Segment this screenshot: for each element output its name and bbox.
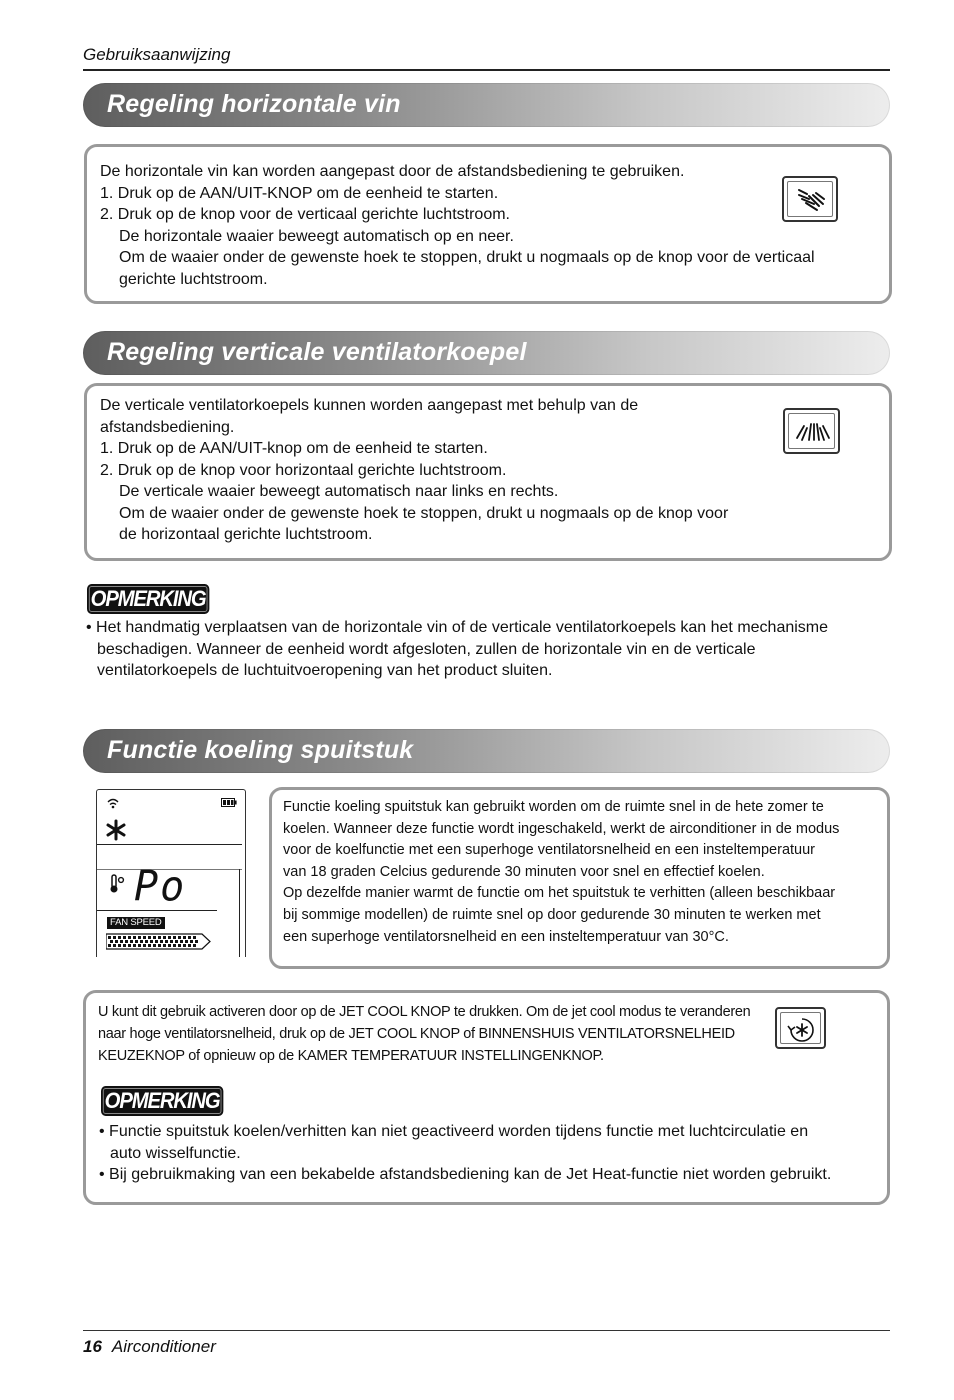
text-line: Functie koeling spuitstuk kan gebruikt worden om de ruimte snel in de hete zomer te — [283, 799, 824, 815]
section-banner-jetcool — [83, 729, 890, 773]
text-line: 1. Druk op de AAN/UIT-knop om de eenheid te starten. — [100, 440, 488, 457]
lcd-divider — [97, 844, 242, 845]
lcd-mode-readout: Po — [134, 862, 187, 912]
footer-label: Airconditioner — [111, 1337, 216, 1356]
lcd-divider — [97, 910, 217, 911]
section-title: Regeling verticale ventilatorkoepel — [107, 338, 527, 366]
text-line: 2. Druk op de knop voor de verticaal gerichte luchtstroom. — [100, 206, 510, 223]
lcd-divider — [239, 869, 240, 957]
signal-icon — [106, 797, 120, 809]
vertical-louver-box — [84, 383, 892, 561]
text-line: Om de waaier onder de gewenste hoek te stoppen, drukt u nogmaals op de knop voor de verticaal — [119, 249, 815, 266]
text-line: de horizontaal gerichte luchtstroom. — [119, 526, 373, 543]
text-line: De horizontale waaier beweegt automatisch op en neer. — [119, 227, 514, 245]
note-line: beschadigen. Wanneer de eenheid wordt afgesloten, zullen de horizontale vin en de verticale — [97, 640, 756, 658]
note-badge: OPMERKING — [101, 1086, 223, 1116]
vertical-airflow-icon — [793, 184, 829, 216]
fan-speed-label: FAN SPEED — [107, 917, 165, 929]
section-title: Regeling horizontale vin — [107, 90, 401, 118]
cooling-mode-icon — [105, 819, 127, 841]
text-line: KEUZEKNOP of opnieuw op de KAMER TEMPERATUUR INSTELLINGENKNOP. — [98, 1048, 604, 1064]
jet-cool-button — [775, 1007, 826, 1049]
battery-icon — [221, 798, 237, 807]
text-line: bij sommige modellen) de ruimte snel op door gedurende 30 minuten te werken met — [283, 906, 821, 923]
note-line: • Functie spuitstuk koelen/verhitten kan niet geactiveerd worden tijdens functie met luchtcirculatie en — [99, 1123, 809, 1140]
text-line: De horizontale vin kan worden aangepast door de afstandsbediening te gebruiken. — [100, 163, 685, 180]
note-line: auto wisselfunctie. — [110, 1144, 241, 1162]
note-badge: OPMERKING — [87, 584, 209, 614]
text-line: voor de koelfunctie met een superhoge ventilatorsnelheid en een insteltemperatuur — [283, 842, 816, 859]
footer — [83, 1337, 216, 1357]
section-banner-horizontal — [83, 83, 890, 127]
text-line: afstandsbediening. — [100, 418, 235, 436]
text-line: 1. Druk op de AAN/UIT-KNOP om de eenheid te starten. — [100, 184, 499, 202]
text-line: koelen. Wanneer deze functie wordt ingeschakeld, werkt de airconditioner in de modus — [283, 820, 840, 837]
text-line: Op dezelfde manier warmt de functie om het spuitstuk te verhitten (alleen beschikbaar — [283, 885, 836, 902]
jetcool-description-box — [269, 787, 890, 969]
note-line: • Het handmatig verplaatsen van de horizontale vin of de verticale ventilatorkoepels kan het mechanisme — [86, 619, 829, 636]
section-banner-vertical — [83, 331, 890, 375]
jetcool-usage-box — [83, 990, 890, 1205]
text-line: Om de waaier onder de gewenste hoek te stoppen, drukt u nogmaals op de knop voor — [119, 504, 729, 522]
text-line: De verticale waaier beweegt automatisch naar links en rechts. — [119, 483, 559, 500]
text-line: een superhoge ventilatorsnelheid en een insteltemperatuur van 30°C. — [283, 928, 729, 945]
vertical-airflow-button — [782, 176, 838, 222]
text-line: van 18 graden Celcius gedurende 30 minuten voor snel en effectief koelen. — [283, 863, 765, 880]
text-line: De verticale ventilatorkoepels kunnen worden aangepast met behulp van de — [100, 397, 639, 414]
fan-speed-bar-icon — [106, 933, 212, 950]
jet-cool-icon — [786, 1015, 818, 1045]
thermometer-icon — [108, 874, 126, 894]
header-rule — [83, 69, 890, 71]
text-line: gerichte luchtstroom. — [119, 270, 268, 288]
remote-lcd-display — [96, 789, 246, 957]
footer-rule — [83, 1330, 890, 1331]
section-title: Functie koeling spuitstuk — [107, 736, 414, 764]
text-line: naar hoge ventilatorsnelheid, druk op de JET COOL KNOP of BINNENSHUIS VENTILATORSNELHEID — [98, 1026, 735, 1042]
horizontal-vane-box — [84, 144, 892, 304]
text-line: U kunt dit gebruik activeren door op de JET COOL KNOP te drukken. Om de jet cool modus te veranderen — [98, 1004, 751, 1020]
note-line: • Bij gebruikmaking van een bekabelde afstandsbediening kan de Jet Heat-functie niet worden gebruikt. — [99, 1166, 832, 1183]
page-number: 16 — [83, 1337, 102, 1356]
header-label: Gebruiksaanwijzing — [83, 45, 231, 64]
horizontal-airflow-icon — [794, 416, 832, 446]
note-line: ventilatorkoepels de luchtuitvoeropening van het product sluiten. — [97, 662, 553, 679]
text-line: 2. Druk op de knop voor horizontaal gerichte luchtstroom. — [100, 461, 507, 479]
horizontal-airflow-button — [783, 408, 840, 454]
note-text — [86, 617, 886, 682]
